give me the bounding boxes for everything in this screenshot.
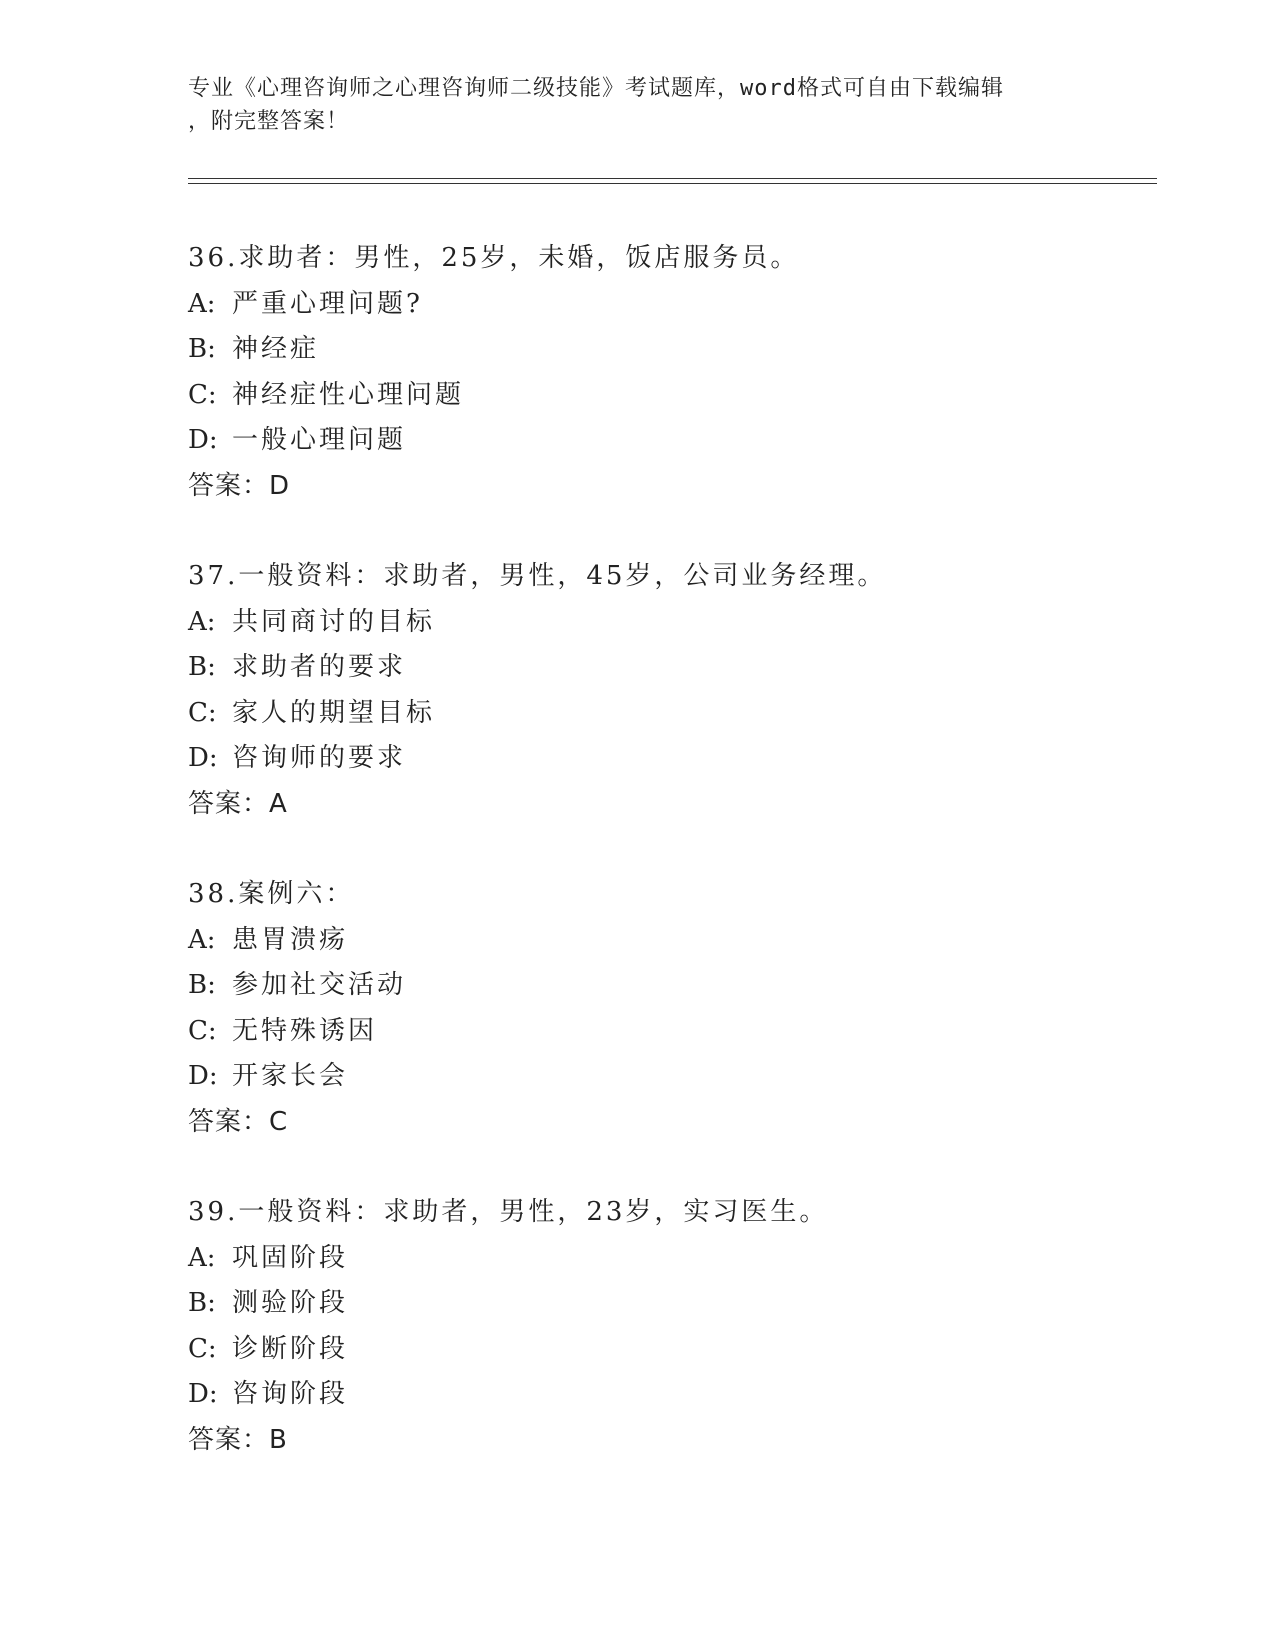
option-a [188,1236,1168,1282]
option-letter: A: [188,606,216,637]
option-letter: A: [188,924,216,955]
option-letter: D: [188,743,218,773]
option-letter: C: [188,697,217,728]
question-list [188,236,1168,1508]
option-text: 巩固阶段 [232,1242,349,1273]
option-c [188,1327,1168,1373]
option-text: 开家长会 [232,1061,349,1091]
question-stem: 37.一般资料：求助者，男性，45岁，公司业务经理。 [188,561,887,591]
option-c [188,1009,1168,1055]
option-text: 神经症性心理问题 [232,379,465,410]
option-a [188,918,1168,964]
option-text: 无特殊诱因 [232,1015,378,1046]
question-38 [188,872,1168,1145]
option-d [188,418,1168,464]
option-letter: B: [188,334,216,364]
answer-line: 答案：B [188,1424,288,1455]
option-a [188,600,1168,646]
option-letter: C: [188,1015,217,1046]
option-text: 咨询师的要求 [232,743,407,773]
option-text: 严重心理问题? [232,288,423,319]
option-letter: C: [188,1333,217,1364]
option-text: 一般心理问题 [232,425,407,455]
option-text: 诊断阶段 [232,1333,349,1364]
option-letter: B: [188,1288,216,1318]
question-39 [188,1190,1168,1463]
option-letter: A: [188,288,216,319]
option-text: 参加社交活动 [232,970,407,1000]
option-letter: C: [188,379,217,410]
option-letter: B: [188,652,216,682]
option-letter: D: [188,1061,218,1091]
option-text: 求助者的要求 [232,652,407,682]
answer-line: 答案：A [188,788,288,819]
header-title-line-1: 专业《心理咨询师之心理咨询师二级技能》考试题库，word格式可自由下载编辑 [188,76,1004,101]
option-letter: B: [188,970,216,1000]
document-header [188,72,1088,138]
question-stem: 38.案例六： [188,879,355,909]
option-text: 神经症 [232,334,320,364]
question-37 [188,554,1168,827]
option-c [188,373,1168,419]
header-divider-top [188,178,1157,179]
answer-line: 答案：C [188,1106,289,1137]
header-title-line-2: ，附完整答案！ [188,109,350,134]
option-text: 咨询阶段 [232,1379,349,1409]
option-c [188,691,1168,737]
option-b [188,645,1168,691]
option-text: 家人的期望目标 [232,697,436,728]
question-36 [188,236,1168,509]
option-d [188,1054,1168,1100]
option-a [188,282,1168,328]
question-stem: 39.一般资料：求助者，男性，23岁，实习医生。 [188,1197,829,1227]
option-b [188,327,1168,373]
option-text: 共同商讨的目标 [232,606,436,637]
option-text: 测验阶段 [232,1288,349,1318]
option-b [188,963,1168,1009]
option-letter: D: [188,1379,218,1409]
answer-line: 答案：D [188,470,291,501]
option-letter: A: [188,1242,216,1273]
option-d [188,736,1168,782]
option-b [188,1281,1168,1327]
option-letter: D: [188,425,218,455]
option-text: 患胃溃疡 [232,924,349,955]
header-divider-bottom [188,183,1157,184]
question-stem: 36.求助者：男性，25岁，未婚，饭店服务员。 [188,243,800,273]
option-d [188,1372,1168,1418]
